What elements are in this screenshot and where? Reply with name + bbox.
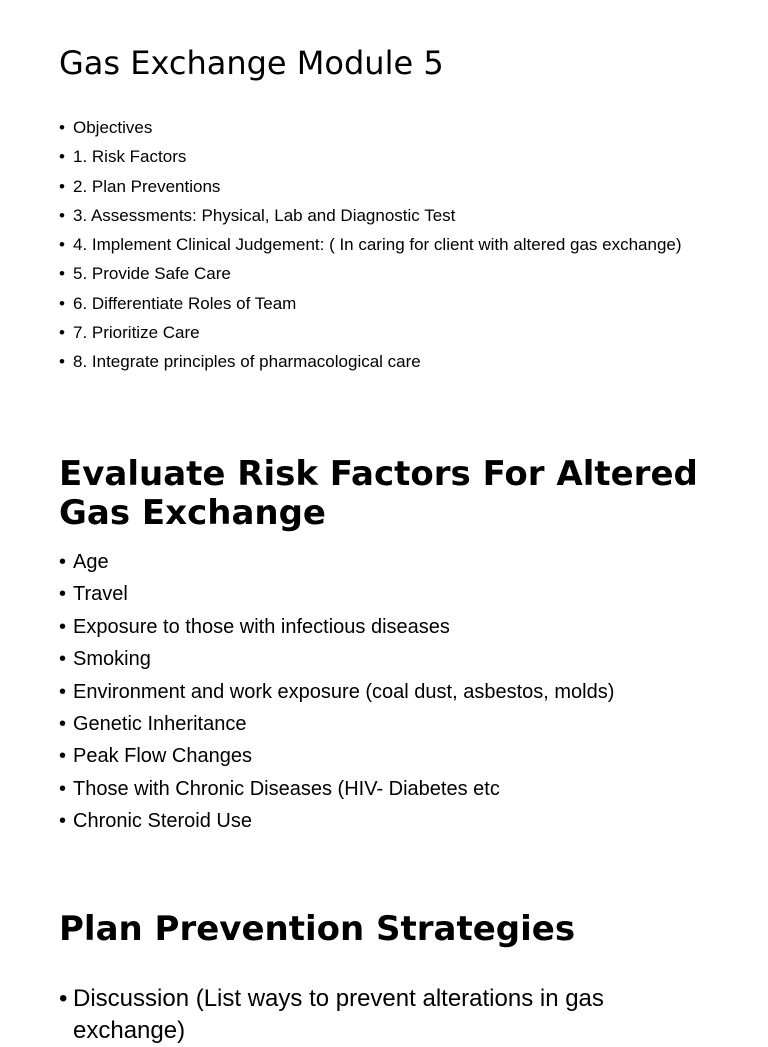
bullet-icon: • [59,551,67,573]
list-item [59,646,739,672]
list-item [59,983,699,1047]
risk-factor-text: Age [73,551,109,573]
risk-factor-text: Environment and work exposure (coal dust, asbestos, molds) [73,680,615,703]
objective-text: Objectives [73,118,153,137]
risk-factor-text: Exposure to those with infectious diseases [73,615,450,638]
bullet-icon: • [59,264,65,284]
list-item [59,808,739,834]
objectives-list [59,117,719,381]
list-item [59,263,719,285]
list-item [59,776,739,802]
list-item [59,711,739,737]
list-item [59,679,739,705]
risk-factor-text: Genetic Inheritance [73,712,247,735]
bullet-icon: • [59,293,65,313]
bullet-icon: • [59,583,67,606]
list-item [59,322,719,344]
list-item [59,351,719,373]
bullet-icon: • [59,615,67,638]
page-title: Gas Exchange Module 5 [59,44,444,82]
bullet-icon: • [59,205,65,225]
list-item [59,614,739,640]
risk-factor-text: Chronic Steroid Use [73,810,252,833]
risk-factors-list [59,549,739,841]
bullet-icon: • [59,118,65,137]
list-item [59,549,739,575]
objective-text: 6. Differentiate Roles of Team [73,293,297,313]
bullet-icon: • [59,235,65,255]
objective-text: 2. Plan Preventions [73,176,221,196]
bullet-icon: • [59,147,65,167]
objective-text: 7. Prioritize Care [73,323,200,343]
bullet-icon: • [59,176,65,196]
objective-text: 8. Integrate principles of pharmacological care [73,352,421,372]
risk-factor-text: Those with Chronic Diseases (HIV- Diabetes etc [73,777,500,800]
objective-text: 1. Risk Factors [73,147,187,167]
bullet-icon: • [59,777,67,800]
prevention-heading: Plan Prevention Strategies [59,909,576,949]
objective-text: 5. Provide Safe Care [73,264,231,284]
list-item [59,234,719,256]
bullet-icon: • [59,648,67,671]
bullet-icon: • [59,323,65,343]
bullet-icon: • [59,712,67,735]
bullet-icon: • [59,810,67,833]
objective-text: 3. Assessments: Physical, Lab and Diagnostic Test [73,205,456,225]
list-item [59,117,719,139]
list-item [59,176,719,198]
list-item [59,146,719,168]
bullet-icon: • [59,352,65,372]
risk-factor-text: Peak Flow Changes [73,745,252,768]
bullet-icon: • [59,680,67,703]
bullet-icon: • [59,985,68,1012]
prevention-text: Discussion (List ways to prevent alterations in gas exchange) [73,985,604,1044]
list-item [59,293,719,315]
list-item [59,205,719,227]
prevention-list [59,983,699,1047]
list-item [59,581,739,607]
list-item [59,743,739,769]
risk-factor-text: Smoking [73,648,151,671]
bullet-icon: • [59,745,67,768]
objective-text: 4. Implement Clinical Judgement: ( In caring for client with altered gas exchange) [73,235,682,255]
risk-factor-text: Travel [73,583,128,606]
risk-factors-heading: Evaluate Risk Factors For Altered Gas Exchange [59,454,698,533]
